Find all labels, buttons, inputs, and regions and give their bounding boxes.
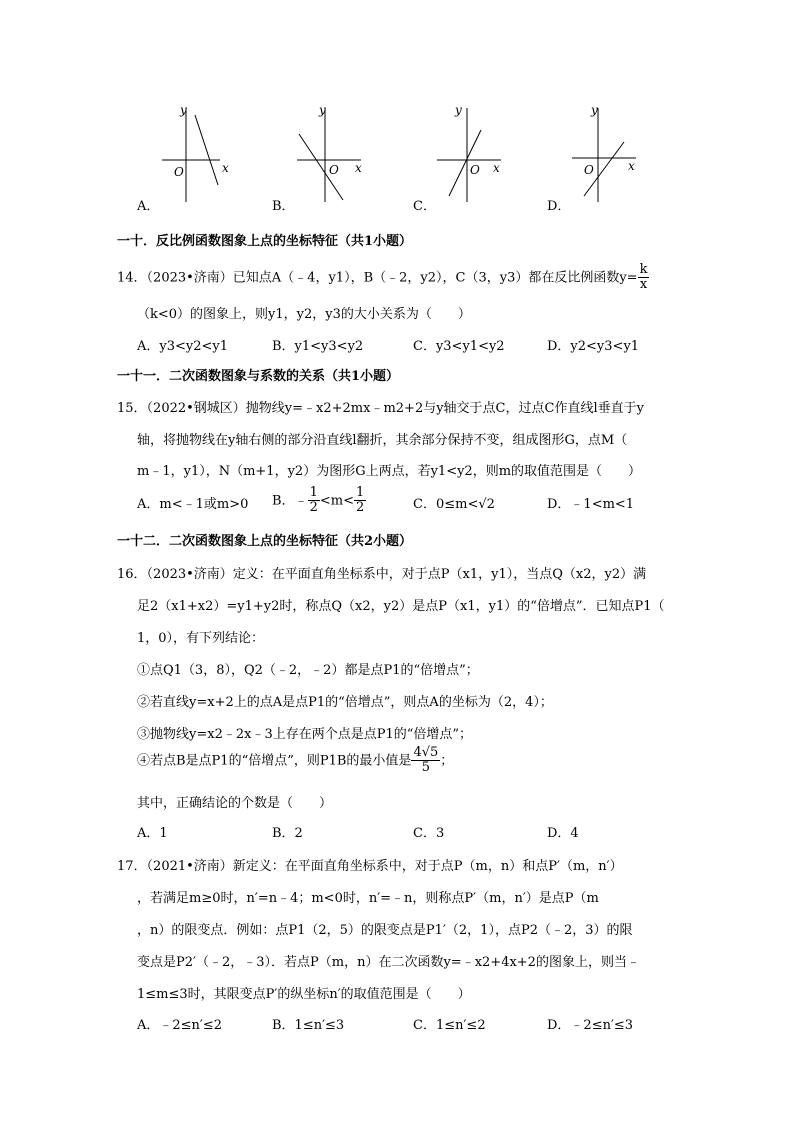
denominator: 2 bbox=[309, 500, 318, 516]
axis-x-label: x bbox=[222, 161, 229, 175]
question-17-line: ，若满足m≥0时，n′=n﹣4；m<0时，n′=﹣n，则称点P′（m，n′）是点P（m bbox=[137, 891, 599, 906]
origin-label: O bbox=[174, 165, 184, 179]
option-c: C．y3<y1<y2 bbox=[413, 339, 505, 354]
numerator: k bbox=[639, 262, 648, 277]
denominator: 5 bbox=[421, 760, 430, 776]
conclusion-3: ③抛物线y=x2﹣2x﹣3上存在两个点是点P1的“倍增点”； bbox=[137, 727, 473, 742]
option-a: A．﹣2≤n′≤2 bbox=[137, 1018, 223, 1033]
graph-option-d bbox=[570, 100, 650, 205]
fraction bbox=[308, 486, 320, 516]
question-17-line: 变点是P2′（﹣2，﹣3）．若点P（m，n）在二次函数y=﹣x2+4x+2的图象上，则当﹣ bbox=[137, 955, 640, 970]
axis-y-label: y bbox=[319, 103, 326, 117]
graph-option-c bbox=[435, 100, 515, 205]
numerator: 1 bbox=[355, 485, 365, 500]
axis-y-label: y bbox=[591, 103, 598, 117]
question-15-line: 15．（2022•钢城区）抛物线y=﹣x2+2mx﹣m2+2与y轴交于点C，过点C作直线l垂直于y bbox=[117, 401, 644, 416]
question-17-line: 17．（2021•济南）新定义：在平面直角坐标系中，对于点P（m，n）和点P′（m，n′） bbox=[117, 859, 623, 874]
conclusion-2: ②若直线y=x+2上的点A是点P1的“倍增点”，则点A的坐标为（2，4）； bbox=[137, 695, 553, 710]
axis-x-label: x bbox=[493, 161, 500, 175]
fraction bbox=[411, 746, 440, 776]
denominator: x bbox=[639, 277, 648, 293]
numerator: 1 bbox=[309, 485, 318, 500]
origin-label: O bbox=[329, 163, 339, 177]
fraction bbox=[354, 486, 366, 516]
section-heading: 一十二．二次函数图象上点的坐标特征（共2小题） bbox=[117, 534, 413, 549]
question-15-line: m﹣1，y1），N（m+1，y2）为图形G上两点，若y1<y2，则m的取值范围是（ ） bbox=[137, 464, 642, 479]
question-14-line: （k<0）的图象上，则y1，y2，y3的大小关系为（ ） bbox=[137, 307, 471, 322]
axis-x-label: x bbox=[355, 161, 362, 175]
conclusion-1: ①点Q1（3，8），Q2（﹣2，﹣2）都是点P1的“倍增点”； bbox=[137, 663, 479, 678]
conclusion-4-text: ④若点B是点P1的“倍增点”，则P1B的最小值是 bbox=[137, 753, 412, 769]
axis-y-label: y bbox=[455, 103, 462, 117]
section-heading: 一十．反比例函数图象上点的坐标特征（共1小题） bbox=[117, 234, 413, 249]
question-14-text: 14．（2023•济南）已知点A（﹣4，y1），B（﹣2，y2），C（3，y3）都在反比例函数y= bbox=[117, 270, 638, 286]
option-d: D．y2<y3<y1 bbox=[547, 339, 640, 354]
question-16-line: 其中，正确结论的个数是（ ） bbox=[137, 796, 333, 811]
graph-option-b bbox=[295, 100, 375, 205]
option-a: A．y3<y2<y1 bbox=[137, 339, 229, 354]
question-16-line: 足2（x1+x2）=y1+y2时，称点Q（x2，y2）是点P（x1，y1）的“倍增点”．已知点P1（ bbox=[137, 599, 665, 614]
conclusion-4 bbox=[137, 746, 453, 776]
fraction bbox=[638, 263, 650, 293]
option-c: C．0≤m<√2 bbox=[413, 497, 495, 512]
option-a: A．1 bbox=[137, 826, 168, 841]
option-b-label: B． bbox=[272, 199, 295, 214]
origin-label: O bbox=[584, 163, 594, 177]
option-d: D．﹣2≤n′≤3 bbox=[547, 1018, 634, 1033]
minus-sign: ﹣ bbox=[294, 493, 308, 509]
option-d-label: D． bbox=[547, 199, 571, 214]
option-b: B．2 bbox=[272, 826, 303, 841]
section-heading: 一十一．二次函数图象与系数的关系（共1小题） bbox=[117, 369, 400, 384]
option-c: C．1≤n′≤2 bbox=[413, 1018, 486, 1033]
option-c-label: C． bbox=[413, 199, 436, 214]
option-c: C．3 bbox=[413, 826, 445, 841]
question-14-line bbox=[117, 263, 649, 293]
option-label: B． bbox=[272, 493, 295, 509]
inequality: <m< bbox=[319, 493, 354, 509]
option-b: B．y1<y3<y2 bbox=[272, 339, 364, 354]
axis-y-label: y bbox=[180, 103, 187, 117]
option-d: D．﹣1<m<1 bbox=[547, 497, 635, 512]
question-16-line: 16．（2023•济南）定义：在平面直角坐标系中，对于点P（x1，y1），当点Q（x2，y2）满 bbox=[117, 567, 647, 582]
denominator: 2 bbox=[355, 500, 365, 516]
question-16-line: 1，0），有下列结论： bbox=[137, 631, 265, 646]
question-17-line: ，n）的限变点．例如：点P1（2，5）的限变点是P1′（2，1），点P2（﹣2，3）的限 bbox=[137, 923, 633, 938]
question-17-line: 1≤m≤3时，其限变点P′的纵坐标n′的取值范围是（ ） bbox=[137, 987, 471, 1002]
origin-label: O bbox=[470, 163, 480, 177]
option-a-label: A． bbox=[137, 199, 160, 214]
numerator: 4√5 bbox=[413, 745, 439, 760]
option-d: D．4 bbox=[547, 826, 579, 841]
option-a: A．m<﹣1或m>0 bbox=[137, 497, 249, 512]
question-15-line: 轴，将抛物线在y轴右侧的部分沿直线l翻折，其余部分保持不变，组成图形G，点M（ bbox=[137, 433, 628, 448]
axis-x-label: x bbox=[628, 159, 635, 173]
option-b: B．1≤n′≤3 bbox=[272, 1018, 345, 1033]
option-b bbox=[272, 486, 366, 516]
graph-option-a bbox=[160, 100, 240, 205]
punctuation: ； bbox=[440, 753, 454, 769]
